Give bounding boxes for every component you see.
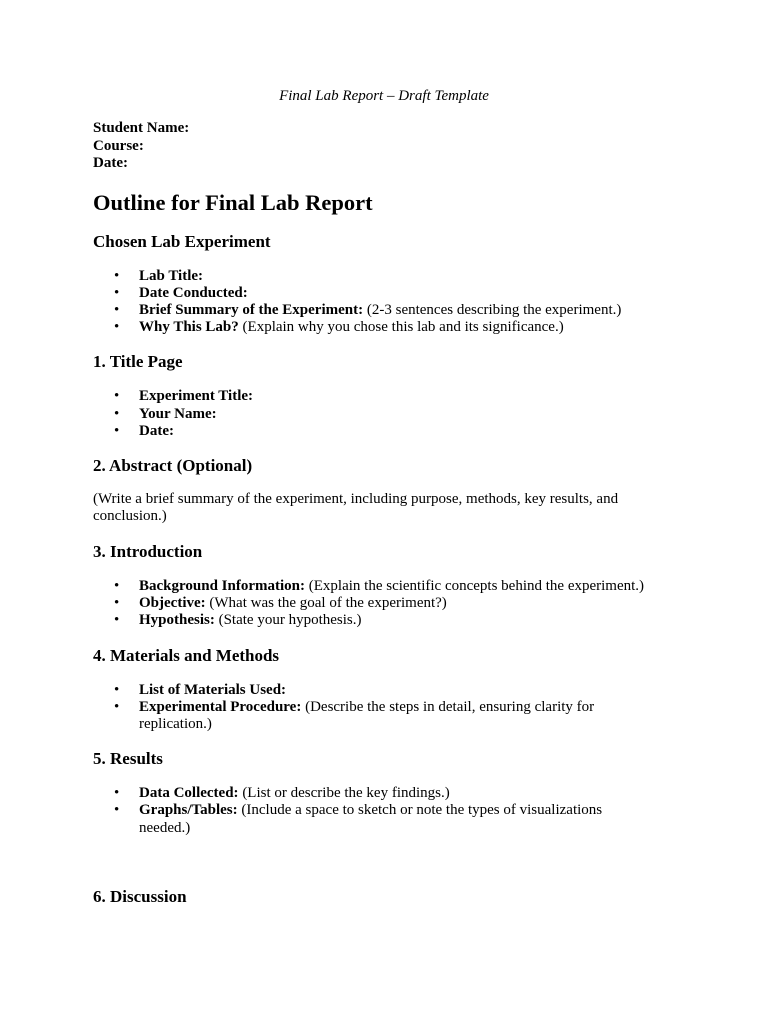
item-text: (2-3 sentences describing the experiment.) (363, 301, 622, 318)
bullet-icon: • (114, 785, 120, 802)
list-item (93, 388, 693, 405)
item-text: (State your hypothesis.) (214, 612, 362, 629)
abstract-text: (Write a brief summary of the experiment, including purpose, methods, key results, and conclusion.) (93, 490, 619, 525)
item-label: Background Information: (139, 577, 305, 594)
bullet-icon: • (114, 577, 120, 594)
list-item (93, 302, 693, 319)
list-item (93, 682, 693, 699)
bullet-icon: • (114, 301, 120, 318)
item-label: Date Conducted: (139, 284, 248, 301)
list-item (93, 595, 693, 612)
section-heading-chosen-lab: Chosen Lab Experiment (93, 231, 271, 251)
item-label: Brief Summary of the Experiment: (139, 301, 364, 318)
item-text: (Explain the scientific concepts behind the experiment.) (305, 577, 645, 594)
list-item (93, 578, 693, 595)
bullet-icon: • (114, 388, 120, 405)
list-item (93, 612, 693, 629)
list-item (93, 423, 693, 440)
item-text: (What was the goal of the experiment?) (205, 595, 447, 612)
item-label: Experimental Procedure: (139, 698, 302, 715)
item-label: Hypothesis: (139, 612, 215, 629)
introduction-list (93, 578, 693, 630)
bullet-icon: • (114, 405, 120, 422)
bullet-icon: • (114, 267, 120, 284)
item-label: Why This Lab? (139, 319, 239, 336)
item-label: Objective: (139, 595, 206, 612)
title-page-list (93, 388, 693, 440)
item-text: (Explain why you chose this lab and its significance.) (238, 319, 564, 336)
bullet-icon: • (114, 802, 120, 819)
document-header: Final Lab Report – Draft Template (279, 88, 489, 104)
list-item (93, 268, 693, 285)
list-item (93, 319, 693, 336)
item-text: (List or describe the key findings.) (238, 785, 450, 802)
item-label: Your Name: (139, 405, 217, 422)
page-title: Outline for Final Lab Report (93, 189, 373, 215)
item-label: Date: (139, 422, 174, 439)
list-item (93, 785, 693, 802)
course-label: Course: (93, 137, 144, 154)
list-item (93, 285, 693, 302)
document-body (93, 120, 693, 908)
item-label: Experiment Title: (139, 388, 254, 405)
bullet-icon: • (114, 612, 120, 629)
bullet-icon: • (114, 681, 120, 698)
item-text: (Describe the steps in detail, ensuring clarity for replication.) (139, 698, 595, 732)
section-heading-abstract: 2. Abstract (Optional) (93, 455, 253, 475)
student-name-label: Student Name: (93, 120, 190, 136)
section-heading-introduction: 3. Introduction (93, 541, 203, 561)
chosen-lab-list (93, 268, 693, 337)
section-heading-materials: 4. Materials and Methods (93, 645, 280, 665)
bullet-icon: • (114, 284, 120, 301)
item-label: Data Collected: (139, 785, 239, 802)
materials-list (93, 682, 693, 734)
item-label: List of Materials Used: (139, 681, 287, 698)
section-heading-discussion: 6. Discussion (93, 886, 187, 906)
bullet-icon: • (114, 319, 120, 336)
list-item (93, 406, 693, 423)
list-item (93, 699, 629, 733)
list-item (93, 802, 639, 836)
bullet-icon: • (114, 422, 120, 439)
bullet-icon: • (114, 595, 120, 612)
section-heading-results: 5. Results (93, 749, 163, 769)
results-list (93, 785, 693, 837)
item-text: (Include a space to sketch or note the types of visualizations needed.) (139, 802, 603, 836)
bullet-icon: • (114, 698, 120, 715)
item-label: Graphs/Tables: (139, 802, 238, 819)
section-heading-title-page: 1. Title Page (93, 352, 183, 372)
item-label: Lab Title: (139, 267, 204, 284)
date-label: Date: (93, 155, 128, 171)
